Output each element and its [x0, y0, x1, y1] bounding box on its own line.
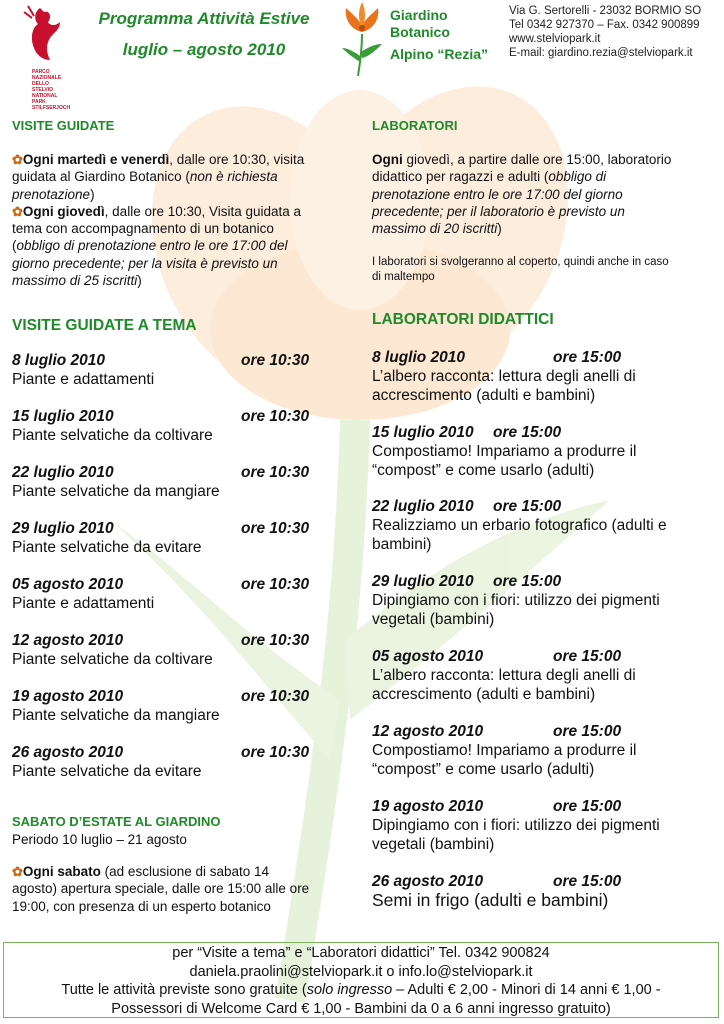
laboratori-note: I laboratori si svolgeranno al coperto, quindi anche in caso di maltempo: [372, 256, 669, 283]
laboratorio-item: [372, 798, 702, 854]
event-date-row: [12, 744, 332, 762]
event-description: Piante selvatiche da mangiare: [12, 483, 220, 500]
footer-line-4: Possessori di Welcome Card € 1,00 - Bambini da 0 a 6 anni ingresso gratuito): [111, 1000, 611, 1017]
address-phone: Tel 0342 927370 – Fax. 0342 900899: [509, 19, 700, 31]
event-time: ore 15:00: [493, 498, 562, 515]
deer-logo-icon: [20, 4, 68, 64]
visite-tema-heading: VISITE GUIDATE A TEMA: [12, 317, 197, 334]
laboratorio-item: [372, 873, 702, 910]
event-date: 12 agosto 2010: [12, 632, 124, 649]
laboratorio-item: [372, 349, 702, 405]
sabato-heading: SABATO D’ESTATE AL GIARDINO: [12, 814, 221, 829]
programme-period: luglio – agosto 2010: [122, 40, 286, 59]
address-website[interactable]: www.stelviopark.it: [509, 33, 601, 45]
visita-tema-item: [12, 520, 332, 557]
visita-tema-item: [12, 632, 332, 669]
bullet-flower-icon: ✿: [12, 152, 23, 167]
park-logo: [20, 4, 71, 111]
event-date-row: [12, 688, 332, 706]
event-time: ore 10:30: [241, 688, 310, 705]
event-date-row: [372, 873, 702, 891]
bullet-flower-icon: ✿: [12, 203, 23, 219]
garden-name-line2: Botanico: [390, 24, 450, 40]
event-date: 26 agosto 2010: [372, 873, 484, 890]
laboratori-text: Ogni giovedì, a partire dalle ore 15:00, laboratorio didattico per ragazzi e adulti (obbligo di prenotazione entro le ore 17:00 del giorno precedente; per il laboratorio è previsto un massimo di 20 iscritti): [372, 152, 672, 237]
visite-guidate-heading: VISITE GUIDATE: [12, 118, 115, 133]
event-time: ore 10:30: [241, 576, 310, 593]
event-time: ore 10:30: [241, 520, 310, 537]
event-description: Compostiamo! Impariamo a produrre il “compost” e come usarlo (adulti): [372, 742, 637, 778]
event-time: ore 15:00: [553, 723, 622, 740]
sabato-period: Periodo 10 luglio – 21 agosto: [12, 832, 187, 847]
park-logo-text: PARCO NAZIONALE DELLO STELVIO NATIONAL PARK STILFSERJOCH: [32, 69, 71, 111]
event-description: L’albero racconta: lettura degli anelli di accrescimento (adulti e bambini): [372, 368, 636, 404]
event-date-row: [12, 576, 332, 594]
event-description: Semi in frigo (adulti e bambini): [372, 890, 609, 910]
visite-guidate-text: [12, 151, 324, 289]
address-street: Via G. Sertorelli - 23032 BORMIO SO: [509, 5, 702, 17]
garden-name-line3: Alpino “Rezia”: [390, 46, 489, 62]
event-date: 19 agosto 2010: [372, 798, 484, 815]
visita-tema-item: [12, 576, 332, 613]
address-email[interactable]: E-mail: giardino.rezia@stelviopark.it: [509, 47, 693, 59]
laboratorio-item: [372, 573, 702, 629]
footer-line-2[interactable]: daniela.praolini@stelviopark.it o info.lo@stelviopark.it: [189, 963, 533, 980]
event-date: 15 luglio 2010: [372, 424, 474, 441]
visita-tema-item: [12, 744, 332, 781]
event-date: 12 agosto 2010: [372, 723, 484, 740]
event-time: ore 15:00: [553, 648, 622, 665]
event-description: Piante selvatiche da mangiare: [12, 707, 220, 724]
visita-tema-item: [12, 464, 332, 501]
event-date: 22 luglio 2010: [12, 464, 114, 481]
event-date: 8 luglio 2010: [12, 352, 106, 369]
event-description: Compostiamo! Impariamo a produrre il “compost” e come usarlo (adulti): [372, 443, 637, 479]
event-time: ore 15:00: [553, 873, 622, 890]
event-date: 8 luglio 2010: [372, 349, 466, 366]
event-description: L’albero racconta: lettura degli anelli di accrescimento (adulti e bambini): [372, 667, 636, 703]
event-time: ore 15:00: [553, 798, 622, 815]
event-date-row: [372, 349, 702, 367]
lily-flower-icon: [338, 0, 386, 78]
event-time: ore 15:00: [493, 424, 562, 441]
event-date-row: [372, 648, 702, 666]
event-time: ore 15:00: [553, 349, 622, 366]
event-date-row: [372, 424, 702, 442]
event-description: Dipingiamo con i fiori: utilizzo dei pigmenti vegetali (bambini): [372, 817, 660, 853]
event-date-row: [372, 798, 702, 816]
bullet-flower-icon: ✿: [12, 864, 23, 879]
event-date: 19 agosto 2010: [12, 688, 124, 705]
event-date-row: [12, 352, 332, 370]
event-time: ore 15:00: [493, 573, 562, 590]
event-date-row: [372, 723, 702, 741]
footer-line-3: Tutte le attività previste sono gratuite (solo ingresso – Adulti € 2,00 - Minori di 14 anni € 1,00 -: [61, 982, 661, 998]
event-date-row: [12, 632, 332, 650]
visite-paragraph-2: ✿Ogni giovedì, dalle ore 10:30, Visita guidata a tema con accompagnamento di un botanico (obbligo di prenotazione entro le ore 17:00 del giorno precedente; per la visita è previsto un massimo di 25 iscritti): [12, 203, 302, 289]
event-date-row: [12, 408, 332, 426]
event-description: Piante e adattamenti: [12, 595, 155, 612]
programme-title: Programma Attività Estive: [98, 9, 310, 28]
footer-box: [3, 942, 719, 1018]
visita-tema-item: [12, 408, 332, 445]
garden-name-line1: Giardino: [390, 7, 448, 23]
laboratorio-item: [372, 498, 702, 554]
event-time: ore 10:30: [241, 352, 310, 369]
event-date: 26 agosto 2010: [12, 744, 124, 761]
visita-tema-item: [12, 352, 332, 389]
event-description: Piante selvatiche da coltivare: [12, 427, 213, 444]
event-date: 05 agosto 2010: [372, 648, 484, 665]
event-description: Realizziamo un erbario fotografico (adulti e bambini): [372, 517, 667, 553]
event-description: Piante e adattamenti: [12, 371, 155, 388]
visite-paragraph-1: ✿Ogni martedì e venerdì, dalle ore 10:30, visita guidata al Giardino Botanico (non è richiesta prenotazione): [12, 152, 305, 202]
event-description: Piante selvatiche da coltivare: [12, 651, 213, 668]
event-description: Dipingiamo con i fiori: utilizzo dei pigmenti vegetali (bambini): [372, 592, 660, 628]
event-time: ore 10:30: [241, 632, 310, 649]
garden-name: [390, 7, 510, 63]
contact-address: [509, 4, 723, 60]
event-description: Piante selvatiche da evitare: [12, 539, 202, 556]
laboratori-didattici-heading: LABORATORI DIDATTICI: [372, 311, 554, 328]
laboratorio-item: [372, 648, 702, 704]
event-date-row: [12, 520, 332, 538]
event-date: 29 luglio 2010: [372, 573, 474, 590]
event-time: ore 10:30: [241, 744, 310, 761]
event-description: Piante selvatiche da evitare: [12, 763, 202, 780]
event-date-row: [372, 573, 702, 591]
event-date: 15 luglio 2010: [12, 408, 114, 425]
event-time: ore 10:30: [241, 408, 310, 425]
laboratorio-item: [372, 424, 702, 480]
footer-line-1: per “Visite a tema” e “Laboratori didattici” Tel. 0342 900824: [172, 945, 550, 961]
visita-tema-item: [12, 688, 332, 725]
event-date: 29 luglio 2010: [12, 520, 114, 537]
sabato-text: ✿Ogni sabato (ad esclusione di sabato 14 agosto) apertura speciale, dalle ore 15:00 alle ore 19:00, con presenza di un esperto botanico: [12, 864, 310, 914]
event-date: 22 luglio 2010: [372, 498, 474, 515]
laboratorio-item: [372, 723, 702, 779]
event-time: ore 10:30: [241, 464, 310, 481]
event-date-row: [372, 498, 702, 516]
event-date-row: [12, 464, 332, 482]
laboratori-heading: LABORATORI: [372, 118, 458, 133]
event-date: 05 agosto 2010: [12, 576, 124, 593]
